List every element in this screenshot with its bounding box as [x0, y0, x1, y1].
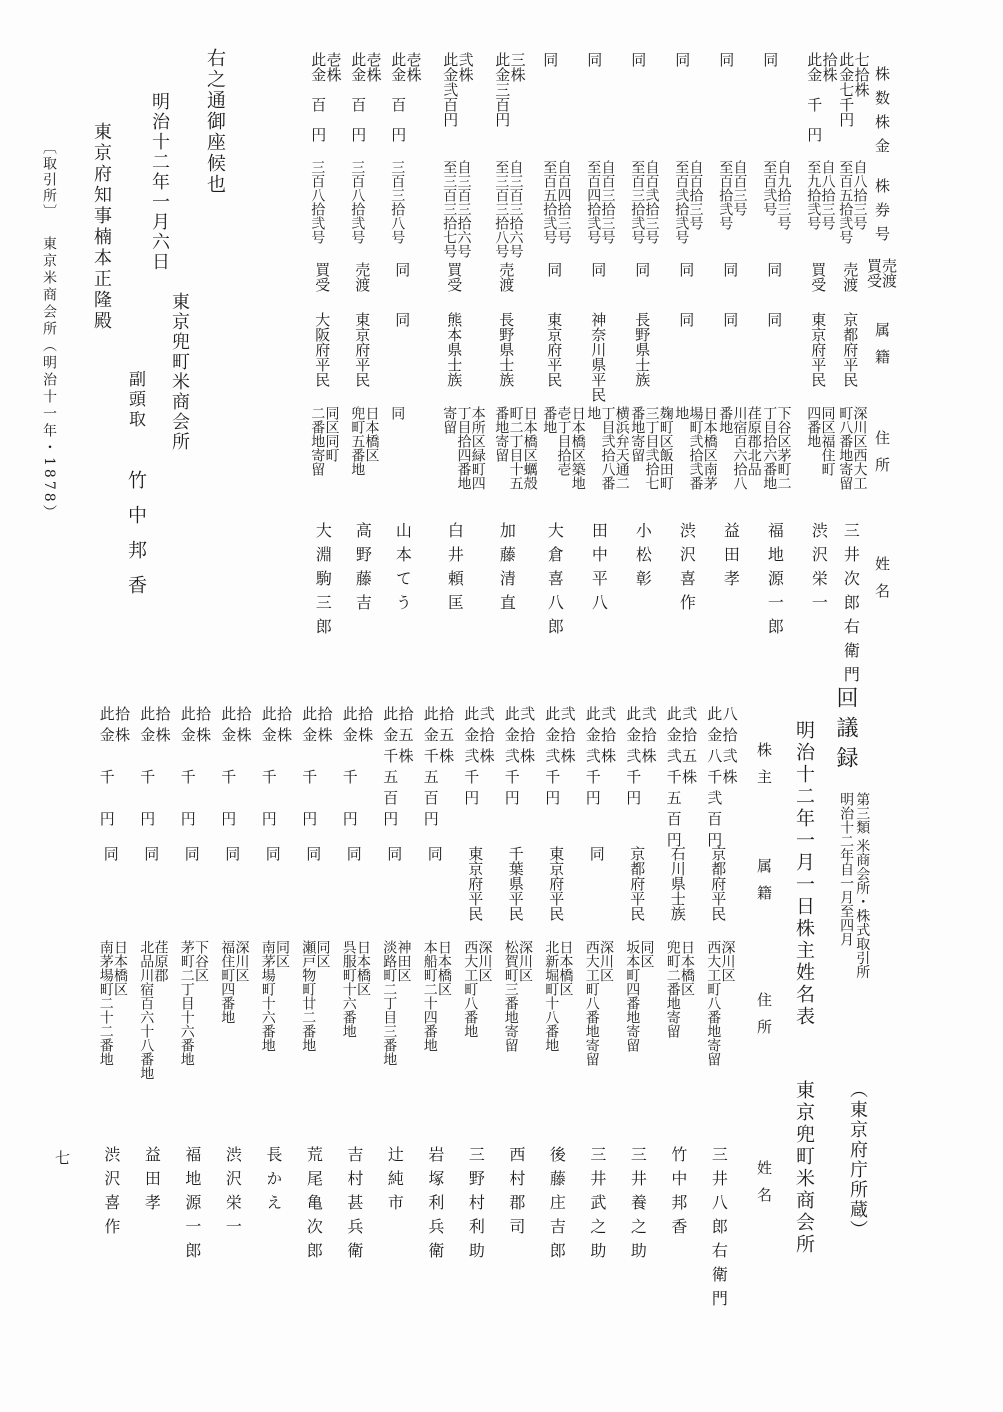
report-date: 明治十二年一月六日 — [149, 92, 170, 272]
header-cert: 株券号 — [873, 178, 891, 250]
row-trade: 同 — [393, 262, 412, 277]
row-registry: 長野県士族 — [633, 312, 652, 387]
list-org: 東京兜町米商会所 — [793, 1080, 815, 1256]
row-cert: 自百四拾三号 至百五拾弐号 — [541, 160, 572, 244]
row-address: 日本橋区 呉服町十六番地 — [340, 940, 372, 1038]
header-address: 住所 — [873, 430, 891, 484]
row-name: 福地源一郎 — [182, 1146, 202, 1266]
row-address: 深川区 西大工町八番地 — [462, 940, 493, 1038]
header-registry: 属籍 — [873, 322, 891, 376]
row-registry: 同 — [142, 846, 161, 861]
row-name: 白井頼匡 — [445, 522, 465, 618]
row-registry: 同 — [101, 846, 120, 861]
archive-note: （東京府庁所蔵） — [847, 1080, 868, 1240]
row-registry: 長野県士族 — [497, 312, 516, 387]
row-address: 同区 瀬戸物町廿二番地 — [300, 940, 331, 1052]
header-name: 姓名 — [873, 556, 891, 610]
list-title: 明治十二年一月一日株主姓名表 — [793, 720, 815, 1028]
row-shares: 弐拾株 此金弐千円 — [624, 706, 658, 811]
header-shares: 株数株金 — [873, 66, 891, 162]
row-registry: 神奈川県平民 — [589, 312, 608, 402]
row-shares: 弐拾株 此金弐千円 — [502, 706, 537, 811]
row-trade: 同 — [677, 262, 696, 277]
addressee: 東京府知事楠本正隆殿 — [91, 122, 112, 332]
row-trade: 同 — [589, 262, 608, 277]
row-shares: 拾株 此金 千 円 — [259, 706, 294, 832]
row-cert: 自百弐拾三号 至百三拾弐号 — [629, 160, 660, 244]
row-name: 後藤庄吉郎 — [547, 1146, 567, 1266]
row-address: 日本橋区南茅 場町弐拾弐番 地 — [673, 406, 718, 490]
row-registry: 熊本県士族 — [445, 312, 464, 387]
row-trade: 買受 — [809, 262, 828, 292]
row-registry: 同 — [385, 846, 404, 861]
row-registry: 同 — [304, 846, 323, 861]
row-address: 同区 南茅場町十六番地 — [259, 940, 291, 1052]
row-cert: 自三百三拾六号 至三百三拾八号 — [493, 160, 524, 258]
row-registry: 同 — [393, 312, 412, 327]
row-registry: 石川県士族 — [668, 846, 687, 921]
closing-text: 右之通御座候也 — [204, 48, 226, 195]
row-cert: 自八拾三号 至百五拾弐号 — [837, 160, 868, 244]
row-registry: 同 — [721, 312, 740, 327]
row-address: 下谷区茅町二 丁目拾六番地 — [761, 406, 792, 490]
row-shares: 拾株 此金 千 円 — [340, 706, 375, 832]
row-name: 辻純市 — [385, 1146, 405, 1218]
row-address: 深川区 松賀町三番地寄留 — [502, 940, 534, 1052]
row-name: 大淵駒三郎 — [313, 522, 333, 642]
row-registry: 東京府平民 — [466, 846, 485, 921]
row-address: 横浜弁天通二 丁目弐拾八番 地 — [585, 406, 630, 490]
row-address: 同区福住町 四番地 — [805, 406, 836, 476]
row-address: 同区 坂本町四番地寄留 — [624, 940, 655, 1052]
row-name: 大倉喜八郎 — [545, 522, 565, 642]
row-shares: 弐拾五株 此金弐千五百円 — [664, 706, 699, 853]
row-shares: 拾株 此金 千 円 — [300, 706, 334, 832]
row-name: 小松彰 — [633, 522, 653, 594]
row-trade: 売渡 — [841, 262, 860, 292]
row-cert: 自百三号 至百拾弐号 — [717, 160, 748, 230]
row-address: 同区同町 二番地寄留 — [309, 406, 340, 476]
row-address: 深川区 西大工町八番地寄留 — [583, 940, 615, 1066]
row-trade: 売渡 — [497, 262, 516, 292]
row-name: 三野村利助 — [466, 1146, 486, 1266]
lower-header-address: 住所 — [755, 992, 773, 1046]
row-shares: 拾株 此金 千 円 — [97, 706, 132, 832]
row-registry: 京都府平民 — [709, 846, 728, 921]
page-number: 七 — [53, 1150, 71, 1165]
row-shares: 七拾株 此金七千円 — [837, 52, 871, 127]
row-shares: 弐株 此金弐百円 — [441, 52, 475, 127]
signer-title: 副頭取 — [125, 370, 145, 430]
row-address: 深川区 福住町四番地 — [219, 940, 250, 1024]
footer-source: 東京米商会所（明治十一年・1878） — [41, 236, 57, 522]
row-address: 下谷区 茅町二丁目十六番地 — [178, 940, 210, 1066]
row-name: 高野藤吉 — [353, 522, 373, 618]
row-trade: 売渡 — [353, 262, 372, 292]
row-trade: 同 — [721, 262, 740, 277]
row-address: 日本橋区 本船町二十四番地 — [421, 940, 453, 1052]
row-registry: 同 — [182, 846, 201, 861]
row-name: 田中平八 — [589, 522, 609, 618]
row-registry: 同 — [677, 312, 696, 327]
row-cert: 三百三拾八号 — [389, 160, 406, 244]
row-name: 西村郡司 — [506, 1146, 526, 1242]
row-name: 長かえ — [263, 1146, 283, 1218]
row-shares: 三株 此金三百円 — [493, 52, 527, 127]
row-cert: 自九拾三号 至百弐号 — [761, 160, 792, 230]
row-address: 荏原郡 北品川宿百六十八番地 — [138, 940, 169, 1080]
row-registry: 同 — [223, 846, 242, 861]
row-address: 深川区 西大工町八番地寄留 — [705, 940, 736, 1066]
row-cert: 自八拾三号 至九拾弐号 — [805, 160, 836, 230]
row-shares: 同 — [761, 52, 780, 67]
row-shares: 壱株 此金 百 円 — [309, 52, 343, 142]
row-cert: 自百拾三号 至百弐拾弐号 — [673, 160, 704, 244]
row-trade: 買受 — [445, 262, 464, 292]
row-address: 日本橋区 兜町五番地 — [349, 406, 380, 476]
row-name: 岩塚利兵衛 — [425, 1146, 445, 1266]
row-shares: 拾五株 此金千五百円 — [381, 706, 415, 832]
row-shares: 拾五株 此金千五百円 — [421, 706, 456, 832]
row-address: 深川区西大工 町八番地寄留 — [837, 406, 868, 490]
row-name: 三井次郎右衛門 — [841, 522, 861, 690]
report-org: 東京兜町米商会所 — [169, 292, 190, 452]
row-shares: 拾株 此金 千 円 — [219, 706, 253, 832]
row-cert: 自三百三拾六号 至三百三拾七号 — [441, 160, 472, 258]
row-address: 日本橋区 北新堀町十八番地 — [543, 940, 574, 1052]
row-registry: 同 — [425, 846, 444, 861]
row-shares: 同 — [585, 52, 604, 67]
row-trade: 同 — [633, 262, 652, 277]
row-address: 本所区緑町四 丁目拾四番地 寄留 — [441, 406, 486, 490]
row-address: 日本橋区 南茅場町二十二番地 — [97, 940, 129, 1066]
signer-name: 竹中邦香 — [125, 470, 147, 610]
row-registry: 東京府平民 — [353, 312, 372, 387]
row-name: 渋沢喜作 — [677, 522, 697, 618]
row-name: 福地源一郎 — [765, 522, 785, 642]
row-registry: 京都府平民 — [628, 846, 647, 921]
row-trade: 同 — [765, 262, 784, 277]
row-name: 益田孝 — [721, 522, 741, 594]
row-shares: 同 — [673, 52, 692, 67]
row-shares: 拾株 此金 千 円 — [805, 52, 839, 142]
row-cert: 三百八拾弐号 — [349, 160, 366, 244]
row-name: 加藤清直 — [497, 522, 517, 618]
row-registry: 東京府平民 — [545, 312, 564, 387]
lower-header-name: 姓名 — [755, 1160, 773, 1214]
row-registry: 同 — [263, 846, 282, 861]
lower-header-registry: 属籍 — [755, 858, 773, 912]
row-shares: 同 — [629, 52, 648, 67]
row-shares: 弐拾株 此金弐千円 — [583, 706, 618, 811]
lower-header-shares: 株主 — [755, 742, 773, 796]
row-address: 日本橋区築地 壱丁目拾壱 番地 — [541, 406, 586, 490]
row-address: 麹町区飯田町 三丁目弐拾七 番地寄留 — [629, 406, 674, 490]
row-shares: 弐拾株 此金弐千円 — [462, 706, 496, 811]
row-shares: 弐拾株 此金弐千円 — [543, 706, 577, 811]
row-name: 荒尾亀次郎 — [304, 1146, 324, 1266]
footer-label: 〔取引所〕 — [41, 140, 57, 220]
row-trade: 買受 — [313, 262, 332, 292]
row-name: 三井武之助 — [587, 1146, 607, 1266]
row-cert: 自百三拾三号 至百四拾弐号 — [585, 160, 616, 244]
row-registry: 京都府平民 — [841, 312, 860, 387]
row-shares: 同 — [717, 52, 736, 67]
row-address: 同 — [389, 406, 406, 420]
row-shares: 拾株 此金 千 円 — [138, 706, 172, 832]
row-address: 神田区 淡路町二丁目三番地 — [381, 940, 412, 1066]
row-shares: 八拾弐株 此金八千弐百円 — [705, 706, 739, 853]
row-name: 三井養之助 — [628, 1146, 648, 1266]
row-address: 日本橋区 兜町二番地寄留 — [664, 940, 696, 1038]
row-shares: 同 — [541, 52, 560, 67]
row-shares: 拾株 此金 千 円 — [178, 706, 213, 832]
row-name: 三井八郎右衛門 — [709, 1146, 729, 1314]
row-shares: 壱株 此金 百 円 — [349, 52, 383, 142]
row-registry: 東京府平民 — [809, 312, 828, 387]
row-name: 竹中邦香 — [668, 1146, 688, 1242]
row-registry: 同 — [587, 846, 606, 861]
row-shares: 壱株 此金 百 円 — [389, 52, 423, 142]
row-address: 日本橋区蠣殻 町二丁目十五 番地寄留 — [493, 406, 538, 490]
header-trade: 売渡 買受 — [865, 258, 898, 288]
document-title: 回議録 — [833, 686, 858, 776]
row-name: 吉村甚兵衛 — [344, 1146, 364, 1266]
row-name: 渋沢栄一 — [809, 522, 829, 618]
row-registry: 千葉県平民 — [506, 846, 525, 921]
category-note: 第三類 米商会所・株式取引所 明治十二年自一月至四月 — [838, 792, 871, 979]
row-name: 渋沢栄一 — [223, 1146, 243, 1242]
row-trade: 同 — [545, 262, 564, 277]
row-name: 益田孝 — [142, 1146, 162, 1218]
row-name: 山本てう — [393, 522, 413, 618]
row-name: 渋沢喜作 — [101, 1146, 121, 1242]
row-registry: 同 — [344, 846, 363, 861]
row-address: 荏原郡北品 川宿百六拾八 番地 — [717, 406, 762, 490]
row-registry: 大阪府平民 — [313, 312, 332, 387]
row-registry: 同 — [765, 312, 784, 327]
row-cert: 三百八拾弐号 — [309, 160, 326, 244]
row-registry: 東京府平民 — [547, 846, 566, 921]
